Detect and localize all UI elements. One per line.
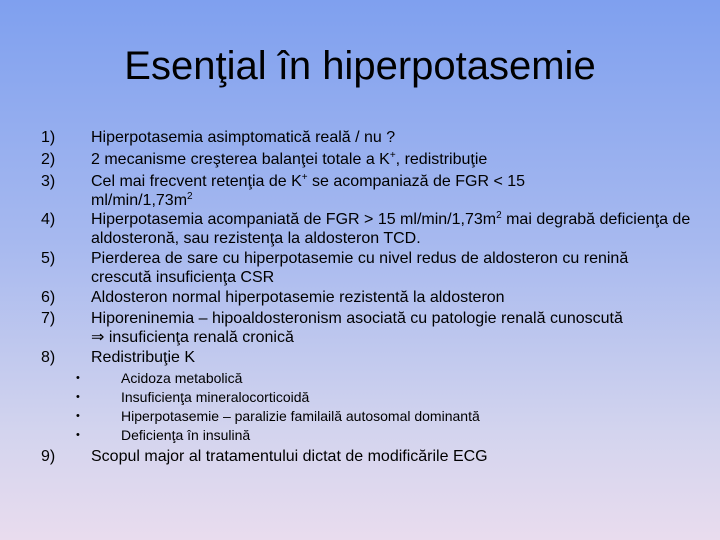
item-number: 4) bbox=[41, 211, 56, 228]
item-number: 7) bbox=[41, 310, 56, 327]
sub-item-text: Hiperpotasemie – paralizie familailă autosomal dominantă bbox=[121, 408, 480, 424]
sub-item-text: Acidoza metabolică bbox=[121, 370, 243, 386]
item-number: 2) bbox=[41, 151, 56, 168]
sub-item-text: Insuficienţa mineralocorticoidă bbox=[121, 389, 310, 405]
item-text: Pierderea de sare cu hiperpotasemie cu nivel redus de aldosteron cu renină crescută insuficienţa CSR bbox=[91, 250, 629, 286]
item-text: Aldosteron normal hiperpotasemie rezistentă la aldosteron bbox=[91, 289, 505, 306]
item-text: Scopul major al tratamentului dictat de modificările ECG bbox=[91, 448, 488, 465]
item-number: 6) bbox=[41, 289, 56, 306]
item-text: Redistribuţie K bbox=[91, 349, 196, 366]
bullet-icon: • bbox=[76, 429, 80, 441]
item-text: Hiperpotasemia asimptomatică reală / nu ? bbox=[91, 129, 396, 146]
item-text: Hiporeninemia – hipoaldosteronism asociată cu patologie renală cunoscută ⇒ insuficienţa renală cronică bbox=[91, 310, 623, 346]
item-number: 9) bbox=[41, 448, 56, 465]
bullet-icon: • bbox=[76, 372, 80, 384]
slide-title: Esenţial în hiperpotasemie bbox=[124, 44, 596, 88]
item-number: 5) bbox=[41, 250, 56, 267]
item-text: Hiperpotasemia acompaniată de FGR > 15 $ml/\min/1,73m^2$ mai degrabă deficienţa de aldosteronă, sau rezistenţa la aldosteron TCD. bbox=[91, 210, 691, 247]
sub-item-text: Deficienţa în insulină bbox=[121, 427, 251, 443]
bullet-icon: • bbox=[76, 410, 80, 422]
item-text: 2 mecanisme creşterea balanţei totale a K+, redistribuţie bbox=[91, 150, 488, 168]
bullet-icon: • bbox=[76, 391, 80, 403]
item-text: Cel mai frecvent retenţia de K+ se acompaniază de FGR < 15 $ml/\min/1,73m^2$ bbox=[91, 172, 526, 209]
item-number: 1) bbox=[41, 129, 56, 146]
item-number: 3) bbox=[41, 173, 56, 190]
item-number: 8) bbox=[41, 349, 56, 366]
